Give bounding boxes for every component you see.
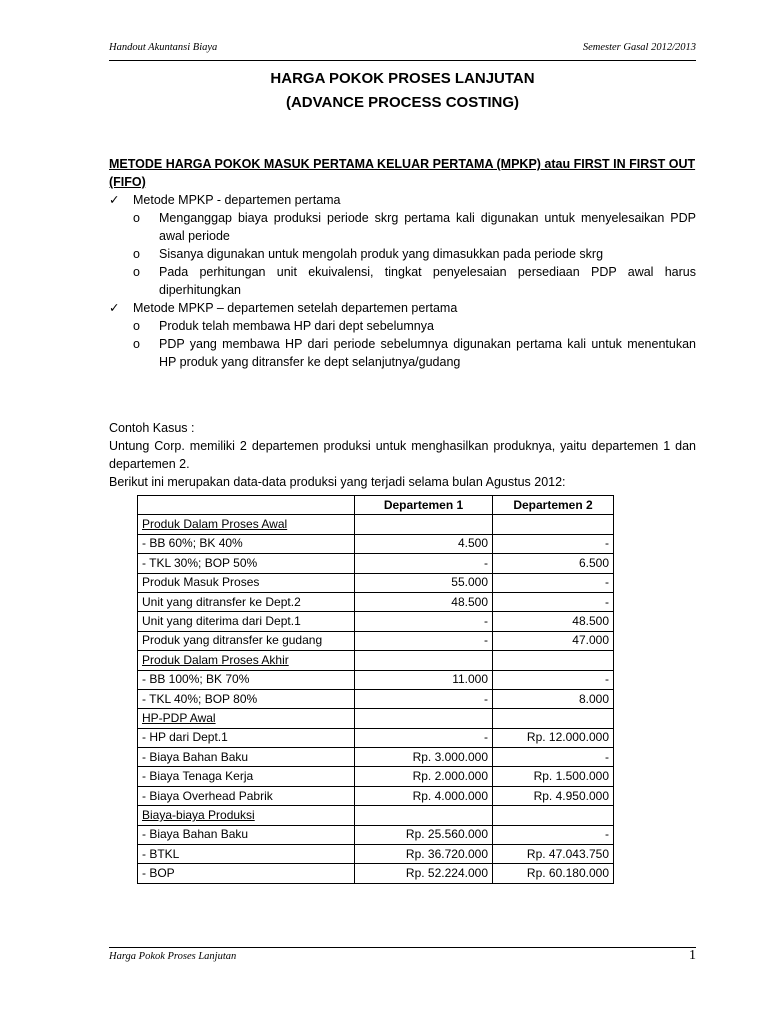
table-header-cell: Departemen 2 bbox=[493, 496, 614, 515]
case-section bbox=[109, 419, 696, 491]
footer-rule bbox=[109, 947, 696, 948]
row-value: 8.000 bbox=[493, 689, 614, 708]
table-row bbox=[138, 806, 614, 825]
row-value: Rp. 3.000.000 bbox=[355, 748, 493, 767]
table-row bbox=[138, 573, 614, 592]
page-header bbox=[109, 42, 696, 53]
row-value: Rp. 4.000.000 bbox=[355, 786, 493, 805]
row-value: Rp. 60.180.000 bbox=[493, 864, 614, 883]
row-value: - bbox=[493, 592, 614, 611]
row-value: Rp. 47.043.750 bbox=[493, 845, 614, 864]
row-label: - TKL 30%; BOP 50% bbox=[138, 554, 355, 573]
table-row bbox=[138, 767, 614, 786]
row-value: Rp. 25.560.000 bbox=[355, 825, 493, 844]
row-label: - BTKL bbox=[138, 845, 355, 864]
table-header-row bbox=[138, 496, 614, 515]
row-label: - Biaya Tenaga Kerja bbox=[138, 767, 355, 786]
bullet-1-text: Metode MPKP - departemen pertama bbox=[133, 193, 341, 207]
row-value bbox=[355, 709, 493, 728]
header-rule bbox=[109, 60, 696, 61]
table-row bbox=[138, 592, 614, 611]
page-number: 1 bbox=[689, 948, 696, 963]
row-value bbox=[493, 806, 614, 825]
table-row bbox=[138, 748, 614, 767]
bullet-2-item: o Produk telah membawa HP dari dept sebelumnya bbox=[133, 319, 434, 333]
row-value: Rp. 12.000.000 bbox=[493, 728, 614, 747]
row-value: 55.000 bbox=[355, 573, 493, 592]
check-icon: ✓ bbox=[109, 193, 120, 207]
row-label: - Biaya Bahan Baku bbox=[138, 825, 355, 844]
page-footer bbox=[109, 948, 696, 963]
row-label: Produk Masuk Proses bbox=[138, 573, 355, 592]
bullet-1-item: o Pada perhitungan unit ekuivalensi, tingkat penyelesaian persediaan PDP awal harus diperhitungkan bbox=[133, 265, 696, 297]
row-value bbox=[493, 651, 614, 670]
row-label: Produk Dalam Proses Awal bbox=[138, 515, 355, 534]
row-value: Rp. 4.950.000 bbox=[493, 786, 614, 805]
table-row bbox=[138, 845, 614, 864]
row-value bbox=[355, 651, 493, 670]
row-value: - bbox=[355, 554, 493, 573]
row-value: - bbox=[355, 689, 493, 708]
row-value: 47.000 bbox=[493, 631, 614, 650]
row-value: - bbox=[355, 612, 493, 631]
method-section bbox=[109, 155, 696, 371]
table-row bbox=[138, 709, 614, 728]
circle-bullet-icon: o bbox=[133, 265, 140, 279]
document-title: HARGA POKOK PROSES LANJUTAN bbox=[270, 70, 535, 87]
case-heading: Contoh Kasus : bbox=[109, 421, 195, 435]
row-value: Rp. 1.500.000 bbox=[493, 767, 614, 786]
table-row bbox=[138, 728, 614, 747]
row-value: Rp. 2.000.000 bbox=[355, 767, 493, 786]
production-data-table bbox=[137, 495, 614, 884]
document-subtitle: (ADVANCE PROCESS COSTING) bbox=[285, 94, 520, 111]
table-row bbox=[138, 689, 614, 708]
row-value: - bbox=[493, 670, 614, 689]
row-value: Rp. 36.720.000 bbox=[355, 845, 493, 864]
row-value: Rp. 52.224.000 bbox=[355, 864, 493, 883]
row-label: Produk Dalam Proses Akhir bbox=[138, 651, 355, 670]
row-label: - HP dari Dept.1 bbox=[138, 728, 355, 747]
row-label: Unit yang diterima dari Dept.1 bbox=[138, 612, 355, 631]
row-label: - Biaya Bahan Baku bbox=[138, 748, 355, 767]
check-icon: ✓ bbox=[109, 301, 120, 315]
table-row bbox=[138, 825, 614, 844]
row-value: - bbox=[355, 728, 493, 747]
row-label: - BB 100%; BK 70% bbox=[138, 670, 355, 689]
header-left: Handout Akuntansi Biaya bbox=[109, 42, 218, 53]
row-value: - bbox=[493, 748, 614, 767]
row-value bbox=[355, 515, 493, 534]
table-row bbox=[138, 670, 614, 689]
bullet-1-item: o Menganggap biaya produksi periode skrg pertama kali digunakan untuk menyelesaikan PDP awal periode bbox=[133, 211, 696, 243]
row-label: - BOP bbox=[138, 864, 355, 883]
table-row bbox=[138, 534, 614, 553]
row-value: - bbox=[493, 534, 614, 553]
case-paragraph-2: Berikut ini merupakan data-data produksi yang terjadi selama bulan Agustus 2012: bbox=[109, 475, 566, 489]
row-value: 6.500 bbox=[493, 554, 614, 573]
row-value bbox=[355, 806, 493, 825]
table-row bbox=[138, 651, 614, 670]
case-paragraph-1: Untung Corp. memiliki 2 departemen produksi untuk menghasilkan produknya, yaitu departemen 1 dan departemen 2. bbox=[109, 439, 696, 471]
bullet-2-item: o PDP yang membawa HP dari periode sebelumnya digunakan pertama kali untuk menentukan HP produk yang ditransfer ke dept selanjutnya/gudang bbox=[133, 337, 696, 369]
row-value bbox=[493, 709, 614, 728]
footer-title: Harga Pokok Proses Lanjutan bbox=[109, 951, 237, 962]
table-header-cell: Departemen 1 bbox=[355, 496, 493, 515]
circle-bullet-icon: o bbox=[133, 319, 140, 333]
row-label: - TKL 40%; BOP 80% bbox=[138, 689, 355, 708]
circle-bullet-icon: o bbox=[133, 337, 140, 351]
circle-bullet-icon: o bbox=[133, 247, 140, 261]
table-row bbox=[138, 786, 614, 805]
row-value bbox=[493, 515, 614, 534]
table-row bbox=[138, 612, 614, 631]
table-header-cell bbox=[138, 496, 355, 515]
table-row bbox=[138, 631, 614, 650]
header-right: Semester Gasal 2012/2013 bbox=[582, 42, 696, 53]
circle-bullet-icon: o bbox=[133, 211, 140, 225]
row-label: Biaya-biaya Produksi bbox=[138, 806, 355, 825]
row-value: - bbox=[493, 573, 614, 592]
row-value: 48.500 bbox=[355, 592, 493, 611]
row-value: 4.500 bbox=[355, 534, 493, 553]
row-label: HP-PDP Awal bbox=[138, 709, 355, 728]
table-row bbox=[138, 554, 614, 573]
bullet-2-text: Metode MPKP – departemen setelah departemen pertama bbox=[133, 301, 458, 315]
row-value: - bbox=[355, 631, 493, 650]
table-row bbox=[138, 515, 614, 534]
table-row bbox=[138, 864, 614, 883]
row-label: Produk yang ditransfer ke gudang bbox=[138, 631, 355, 650]
row-label: - BB 60%; BK 40% bbox=[138, 534, 355, 553]
row-value: 48.500 bbox=[493, 612, 614, 631]
row-value: - bbox=[493, 825, 614, 844]
row-label: - Biaya Overhead Pabrik bbox=[138, 786, 355, 805]
row-label: Unit yang ditransfer ke Dept.2 bbox=[138, 592, 355, 611]
section-heading: METODE HARGA POKOK MASUK PERTAMA KELUAR PERTAMA (MPKP) atau FIRST IN FIRST OUT (FIFO) bbox=[109, 157, 696, 189]
bullet-2 bbox=[109, 299, 696, 317]
bullet-1-item: o Sisanya digunakan untuk mengolah produk yang dimasukkan pada periode skrg bbox=[133, 247, 604, 261]
bullet-1 bbox=[109, 191, 696, 209]
row-value: 11.000 bbox=[355, 670, 493, 689]
